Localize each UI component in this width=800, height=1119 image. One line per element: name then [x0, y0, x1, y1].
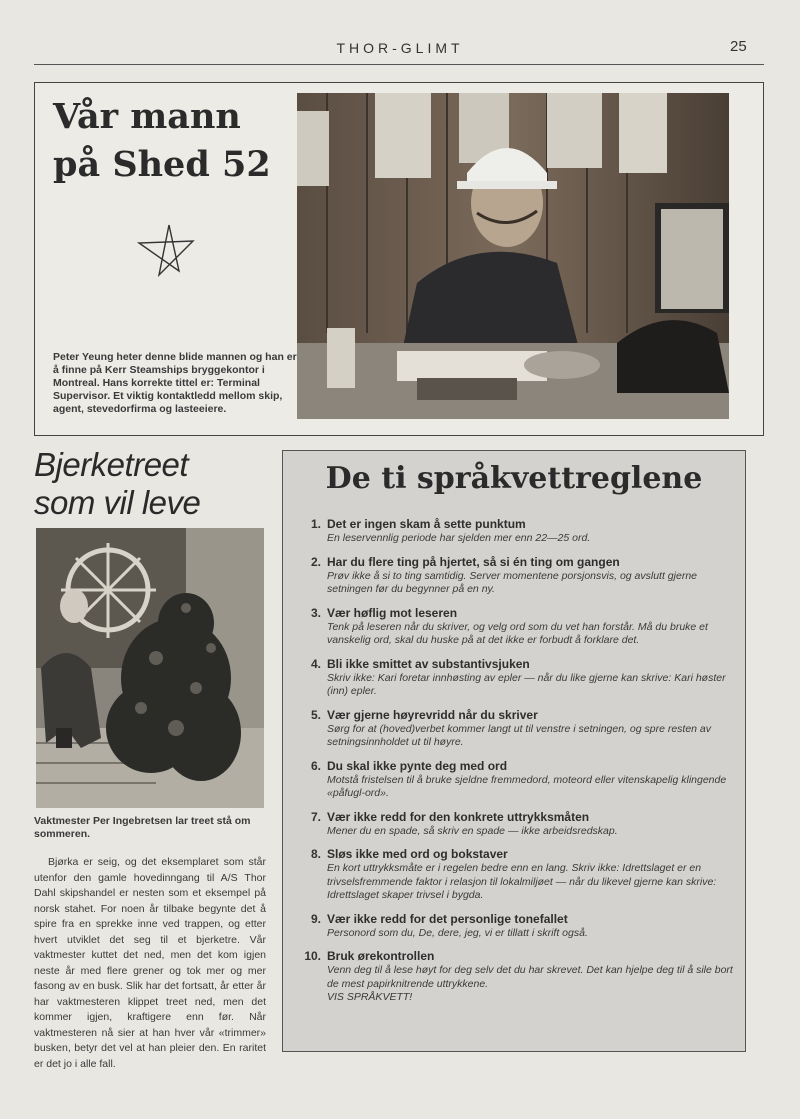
- rule-item: 6. Du skal ikke pynte deg med ord Motstå fristelsen til å bruke sjeldne fremmedord, moteord eller vitenskapelig klingende «påfugl-ord».: [310, 758, 727, 799]
- rules-title: De ti språkvettreglene: [325, 461, 703, 496]
- star-icon: [135, 223, 195, 279]
- photo-caption: Peter Yeung heter denne blide mannen og han er å finne på Kerr Steamships bryggekontor i Montreal. Hans korrekte tittel er: Terminal Supervisor. Et viktig kontaktledd mellom skip, agent, stevedorfirma og lasteeiere.: [53, 351, 297, 415]
- rule-item: 5. Vær gjerne høyrevridd når du skriver Sørg for at (hoved)verbet kommer langt ut til venstre i setningen, og spre resten av setningsinnholdet ut til høyre.: [310, 707, 712, 748]
- rule-item: 9. Vær ikke redd for det personlige tonefallet Personord som du, De, dere, jeg, vi er tillatt i skrift også.: [310, 911, 588, 939]
- rule-item: 2. Har du flere ting på hjertet, så si én ting om gangen Prøv ikke å si to ting samtidig. Server momentene porsjonsvis, og avslutt gjerne setningen før du begynner på en ny.: [310, 554, 697, 595]
- rule-item: 3. Vær høflig mot leseren Tenk på leseren når du skriver, og velg ord som du vet han forstår. Må du bruke et vanskelig ord, skal du huske på at det ikke er forbudt å forklare det.: [310, 605, 708, 646]
- rule-item: 1. Det er ingen skam å sette punktum En leservennlig periode har sjelden mer enn 22—25 ord.: [310, 517, 591, 544]
- photo-caption: Vaktmester Per Ingebretsen lar treet stå om sommeren.: [34, 815, 251, 840]
- rule-item: 8. Sløs ikke med ord og bokstaver En kort uttrykksmåte er i regelen bedre enn en lang. Skriv ikke: Idrettslaget er en trivselsfremmende faktor i relasjon til lokalmiljøet — når du likevel gjerne kan skrive: Idrettslaget skaper trivsel i bygda.: [310, 847, 717, 901]
- rule-item: 7. Vær ikke redd for den konkrete uttrykksmåten Mener du en spade, så skriv en spade — ikke arbeidsredskap.: [310, 809, 618, 837]
- photo-janitor-birch: [36, 528, 264, 808]
- article-birch-title: Bjerketreet som vil leve: [34, 446, 201, 521]
- header-rule: [34, 64, 764, 65]
- magazine-title: THOR-GLIMT: [336, 40, 464, 56]
- rule-item: 4. Bli ikke smittet av substantivsjuken Skriv ikke: Kari foretar innhøsting av epler — når du like gjerne kan skrive: Kari høster (inn) epler.: [310, 656, 726, 697]
- rule-item: 10. Bruk ørekontrollen Venn deg til å lese høyt for deg selv det du har skrevet. Det kan hjelpe deg til å sile bort de mest papirknitrende uttrykkene. VIS SPRÅKVETT!: [297, 949, 737, 1005]
- article-body: Bjørka er seig, og det eksemplaret som står utenfor den gamle hovedinngang til A/S Thor Dahl skipshandel er nesten som et eksempel på norsk stahet. For noen år tilbake begynte det å spire fra en sprekke inne ved trappen, og etter hvert utviklet det seg til et bjerketre. Vår vaktmester kuttet det ned, men det kom igjen neste år med flere grener og tok mer og mer fasong av en busk. Slik har det fortsatt, år etter år har vaktmesteren klippet treet ned, men det kommer igjen, kraftigere enn før. Når vaktmesteren nå sier at han hver vår «trimmer» busken, betyr det vel at han pleier den. En raritet er det jo i alle fall.: [34, 856, 266, 1070]
- photo-man-on-phone: [297, 93, 729, 419]
- article-title: Vår mann på Shed 52: [53, 96, 271, 185]
- page-number: 25: [730, 38, 747, 55]
- article-shed-52: [34, 82, 764, 436]
- rules-list: [297, 517, 737, 1014]
- rules-slogan: VIS SPRÅKVETT!: [327, 991, 413, 1003]
- language-rules-box: [282, 450, 746, 1052]
